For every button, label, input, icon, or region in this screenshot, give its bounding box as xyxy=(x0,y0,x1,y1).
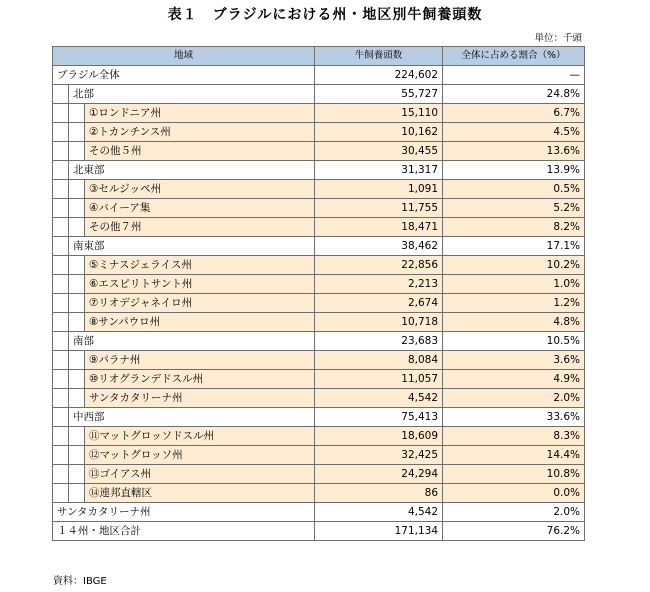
share-cell: 0.0% xyxy=(443,484,585,503)
table-row xyxy=(53,370,585,389)
cattle-count-cell: 2,213 xyxy=(315,275,443,294)
state-label: サンタカタリーナ州 xyxy=(85,389,315,408)
share-cell: 1.0% xyxy=(443,275,585,294)
table-title: 表１ ブラジルにおける州・地区別牛飼養頭数 xyxy=(167,7,483,23)
share-cell: 2.0% xyxy=(443,503,585,522)
header-region: 地域 xyxy=(53,47,315,66)
cattle-count-cell: 18,609 xyxy=(315,427,443,446)
region-label: 南部 xyxy=(69,332,315,351)
cattle-count-cell: 4,542 xyxy=(315,503,443,522)
share-cell: 17.1% xyxy=(443,237,585,256)
indent-cell xyxy=(53,85,69,104)
indent-cell xyxy=(69,427,85,446)
cattle-count-cell: 31,317 xyxy=(315,161,443,180)
state-label: ④バイーア集 xyxy=(85,199,315,218)
indent-cell xyxy=(69,180,85,199)
state-label: ⑬ゴイアス州 xyxy=(85,465,315,484)
indent-cell xyxy=(53,180,69,199)
cattle-count-cell: 75,413 xyxy=(315,408,443,427)
state-label: ⑨パラナ州 xyxy=(85,351,315,370)
indent-cell xyxy=(53,199,69,218)
table-row xyxy=(53,275,585,294)
region-label: ブラジル全体 xyxy=(53,66,315,85)
state-label: その他７州 xyxy=(85,218,315,237)
cattle-count-cell: 4,542 xyxy=(315,389,443,408)
share-cell: 4.5% xyxy=(443,123,585,142)
table-row xyxy=(53,66,585,85)
header-row xyxy=(53,47,585,66)
livestock-table xyxy=(52,46,585,541)
share-cell: 14.4% xyxy=(443,446,585,465)
indent-cell xyxy=(53,294,69,313)
table-row xyxy=(53,522,585,541)
table-row xyxy=(53,427,585,446)
unit-note: 単位：千頭 xyxy=(534,33,582,44)
indent-cell xyxy=(69,142,85,161)
cattle-count-cell: 2,674 xyxy=(315,294,443,313)
state-label: ①ロンドニア州 xyxy=(85,104,315,123)
share-cell: 4.9% xyxy=(443,370,585,389)
region-label: 中西部 xyxy=(69,408,315,427)
table-row xyxy=(53,180,585,199)
table-row xyxy=(53,256,585,275)
region-label: 南東部 xyxy=(69,237,315,256)
table-row xyxy=(53,313,585,332)
table-row xyxy=(53,332,585,351)
state-label: ③セルジッペ州 xyxy=(85,180,315,199)
table-row xyxy=(53,294,585,313)
region-label: １４州・地区合計 xyxy=(53,522,315,541)
indent-cell xyxy=(69,446,85,465)
indent-cell xyxy=(53,484,69,503)
indent-cell xyxy=(53,370,69,389)
share-cell: 24.8% xyxy=(443,85,585,104)
share-cell: 10.8% xyxy=(443,465,585,484)
header-share: 全体に占める割合（%） xyxy=(443,47,585,66)
table-row xyxy=(53,142,585,161)
cattle-count-cell: 11,057 xyxy=(315,370,443,389)
region-label: 北部 xyxy=(69,85,315,104)
state-label: ⑫マットグロッソ州 xyxy=(85,446,315,465)
indent-cell xyxy=(69,294,85,313)
table-row xyxy=(53,104,585,123)
state-label: その他５州 xyxy=(85,142,315,161)
cattle-count-cell: 10,718 xyxy=(315,313,443,332)
share-cell: 10.2% xyxy=(443,256,585,275)
cattle-count-cell: 32,425 xyxy=(315,446,443,465)
indent-cell xyxy=(69,370,85,389)
cattle-count-cell: 1,091 xyxy=(315,180,443,199)
table-row xyxy=(53,218,585,237)
state-label: ⑩リオグランデドスル州 xyxy=(85,370,315,389)
state-label: ②トカンチンス州 xyxy=(85,123,315,142)
cattle-count-cell: 23,683 xyxy=(315,332,443,351)
table-row xyxy=(53,484,585,503)
table-row xyxy=(53,161,585,180)
share-cell: 8.2% xyxy=(443,218,585,237)
indent-cell xyxy=(53,465,69,484)
share-cell: 1.2% xyxy=(443,294,585,313)
indent-cell xyxy=(69,218,85,237)
table-body xyxy=(53,66,585,541)
indent-cell xyxy=(69,313,85,332)
cattle-count-cell: 224,602 xyxy=(315,66,443,85)
share-cell: — xyxy=(443,66,585,85)
state-label: ⑥エスピリトサント州 xyxy=(85,275,315,294)
cattle-count-cell: 22,856 xyxy=(315,256,443,275)
cattle-count-cell: 30,455 xyxy=(315,142,443,161)
region-label: 北東部 xyxy=(69,161,315,180)
table-row xyxy=(53,237,585,256)
state-label: ⑤ミナスジェライス州 xyxy=(85,256,315,275)
cattle-count-cell: 18,471 xyxy=(315,218,443,237)
indent-cell xyxy=(53,389,69,408)
state-label: ⑦リオデジャネイロ州 xyxy=(85,294,315,313)
indent-cell xyxy=(53,332,69,351)
table-row xyxy=(53,465,585,484)
source-note: 資料：IBGE xyxy=(53,576,107,587)
share-cell: 3.6% xyxy=(443,351,585,370)
header-cattle-count: 牛飼養頭数 xyxy=(315,47,443,66)
indent-cell xyxy=(53,218,69,237)
share-cell: 4.8% xyxy=(443,313,585,332)
state-label: ⑪マットグロッソドスル州 xyxy=(85,427,315,446)
indent-cell xyxy=(69,256,85,275)
indent-cell xyxy=(53,237,69,256)
indent-cell xyxy=(69,104,85,123)
indent-cell xyxy=(53,104,69,123)
indent-cell xyxy=(53,256,69,275)
indent-cell xyxy=(69,484,85,503)
indent-cell xyxy=(53,313,69,332)
table-row xyxy=(53,351,585,370)
cattle-count-cell: 10,162 xyxy=(315,123,443,142)
cattle-count-cell: 171,134 xyxy=(315,522,443,541)
share-cell: 76.2% xyxy=(443,522,585,541)
share-cell: 5.2% xyxy=(443,199,585,218)
indent-cell xyxy=(53,161,69,180)
share-cell: 13.9% xyxy=(443,161,585,180)
table-row xyxy=(53,408,585,427)
indent-cell xyxy=(53,408,69,427)
indent-cell xyxy=(53,446,69,465)
indent-cell xyxy=(53,275,69,294)
state-label: ⑭連邦直轄区 xyxy=(85,484,315,503)
share-cell: 2.0% xyxy=(443,389,585,408)
indent-cell xyxy=(53,123,69,142)
cattle-count-cell: 8,084 xyxy=(315,351,443,370)
share-cell: 10.5% xyxy=(443,332,585,351)
share-cell: 0.5% xyxy=(443,180,585,199)
table-row xyxy=(53,389,585,408)
table-row xyxy=(53,199,585,218)
indent-cell xyxy=(53,142,69,161)
table-row xyxy=(53,503,585,522)
cattle-count-cell: 24,294 xyxy=(315,465,443,484)
share-cell: 13.6% xyxy=(443,142,585,161)
indent-cell xyxy=(53,427,69,446)
indent-cell xyxy=(69,465,85,484)
indent-cell xyxy=(69,351,85,370)
state-label: ⑧サンパウロ州 xyxy=(85,313,315,332)
indent-cell xyxy=(53,351,69,370)
region-label: サンタカタリーナ州 xyxy=(53,503,315,522)
table-row xyxy=(53,85,585,104)
cattle-count-cell: 38,462 xyxy=(315,237,443,256)
share-cell: 6.7% xyxy=(443,104,585,123)
indent-cell xyxy=(69,275,85,294)
cattle-count-cell: 11,755 xyxy=(315,199,443,218)
indent-cell xyxy=(69,199,85,218)
share-cell: 33.6% xyxy=(443,408,585,427)
cattle-count-cell: 86 xyxy=(315,484,443,503)
indent-cell xyxy=(69,389,85,408)
share-cell: 8.3% xyxy=(443,427,585,446)
cattle-count-cell: 15,110 xyxy=(315,104,443,123)
indent-cell xyxy=(69,123,85,142)
table-row xyxy=(53,446,585,465)
cattle-count-cell: 55,727 xyxy=(315,85,443,104)
table-row xyxy=(53,123,585,142)
